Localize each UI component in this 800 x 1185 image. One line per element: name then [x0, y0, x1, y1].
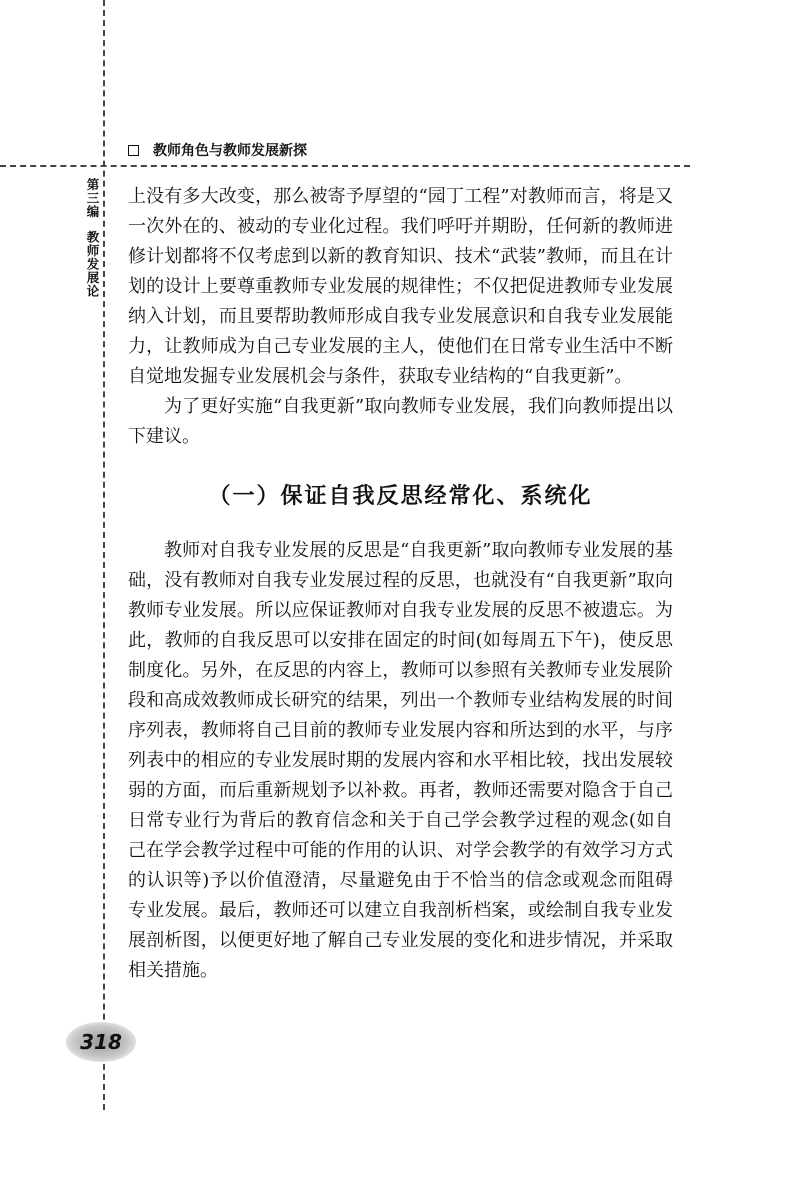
square-box-icon: [128, 145, 139, 156]
running-header: [128, 140, 307, 160]
paragraph-continued: 上没有多大改变，那么被寄予厚望的“园丁工程”对教师而言，将是又一次外在的、被动的专业化过程。我们呼吁并期盼，任何新的教师进修计划都将不仅考虑到以新的教育知识、技术“武装”教师，而且在计划的设计上要尊重教师专业发展的规律性；不仅把促进教师专业发展纳入计划，而且要帮助教师形成自我专业发展意识和自我专业发展能力，让教师成为自己专业发展的主人，使他们在日常专业生活中不断自觉地发掘专业发展机会与条件，获取专业结构的“自我更新”。: [128, 186, 673, 387]
section-heading: （一）保证自我反思经常化、系统化: [208, 484, 593, 509]
section-paragraph: 教师对自我专业发展的反思是“自我更新”取向教师专业发展的基础，没有教师对自我专业发展过程的反思，也就没有“自我更新”取向教师专业发展。所以应保证教师对自我专业发展的反思不被遗忘。为此，教师的自我反思可以安排在固定的时间(如每周五下午)，使反思制度化。另外，在反思的内容上，教师可以参照有关教师专业发展阶段和高成效教师成长研究的结果，列出一个教师专业结构发展的时间序列表，教师将自己目前的教师专业发展内容和所达到的水平，与序列表中的相应的专业发展时期的发展内容和水平相比较，找出发展较弱的方面，而后重新规划予以补救。再者，教师还需要对隐含于自己日常专业行为背后的教育信念和关于自己学会教学过程的观念(如自己在学会教学过程中可能的作用的认识、对学会教学的有效学习方式的认识等)予以价值澄清，尽量避免由于不恰当的信念或观念而阻碍专业发展。最后，教师还可以建立自我剖析档案，或绘制自我专业发展剖析图，以便更好地了解自己专业发展的变化和进步情况，并采取相关措施。: [128, 540, 673, 981]
side-section-label: [82, 178, 100, 298]
running-header-title: 教师角色与教师发展新探: [153, 143, 307, 159]
page-number-badge: [66, 1022, 136, 1062]
header-dashed-horizontal-line: [0, 165, 690, 167]
page-number: 318: [80, 1030, 122, 1054]
side-label-part: 第三编: [85, 178, 100, 219]
body-text: [128, 182, 673, 986]
paragraph-intro: 为了更好实施“自我更新”取向教师专业发展，我们向教师提出以下建议。: [128, 396, 673, 447]
side-label-name: 教师发展论: [85, 230, 100, 298]
